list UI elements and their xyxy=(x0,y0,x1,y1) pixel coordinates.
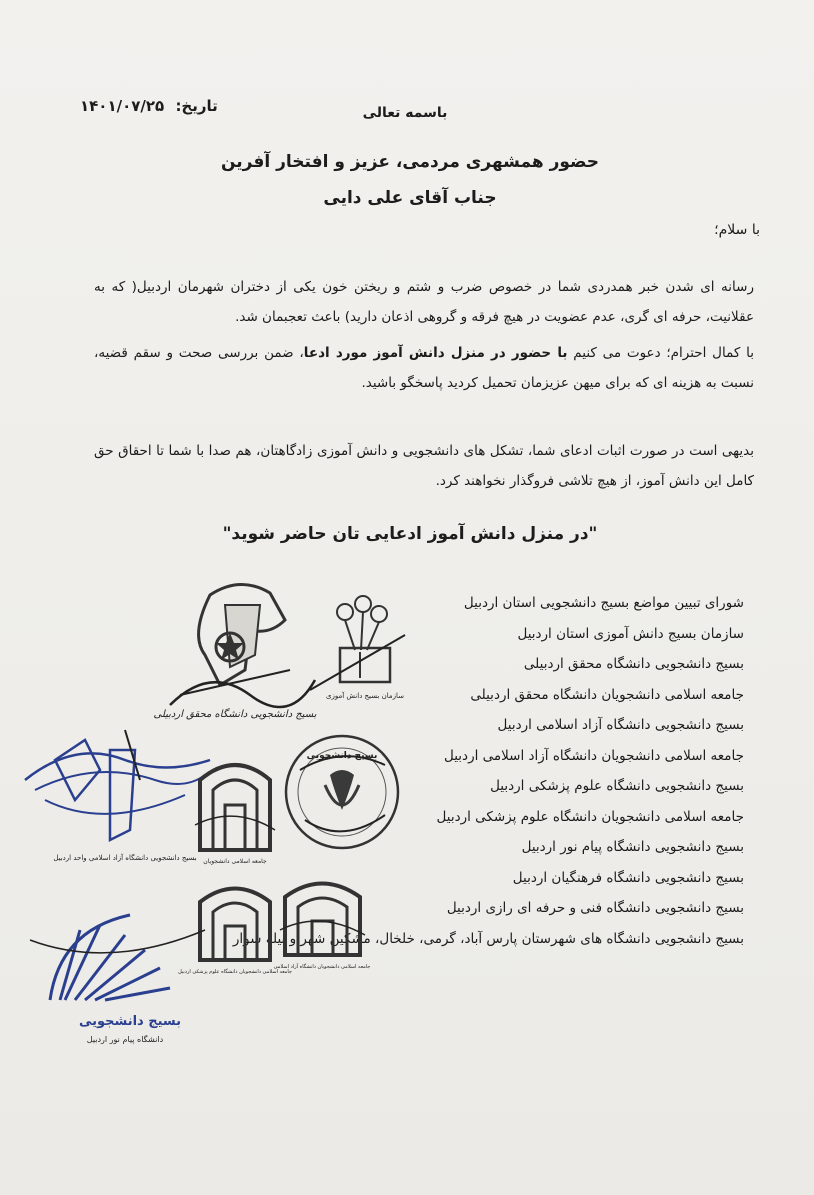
payam-noor-basij-seal xyxy=(30,900,210,1055)
signatory-item: جامعه اسلامی دانشجویان دانشگاه محقق اردبیلی xyxy=(470,686,744,703)
signatory-item: بسیج دانشجویی دانشگاه آزاد اسلامی اردبیل xyxy=(497,717,744,733)
signatory-item: بسیج دانشجویی دانشگاه پیام نور اردبیل xyxy=(521,839,744,855)
slogan: "در منزل دانش آموز ادعایی تان حاضر شوید" xyxy=(222,524,598,544)
signatory-item: جامعه اسلامی دانشجویان دانشگاه علوم پزشکی اردبیل xyxy=(436,808,744,825)
jame-eslami-seal-3-text: جامعه اسلامی دانشجویان دانشگاه آزاد اسلامی xyxy=(273,964,371,970)
jame-eslami-seal-2-text: جامعه اسلامی دانشجویان دانشگاه علوم پزشکی اردبیل xyxy=(178,969,292,975)
azad-basij-seal-text: بسیج دانشجویی دانشگاه آزاد اسلامی واحد اردبیل xyxy=(53,854,197,862)
signatory-item: بسیج دانشجویی دانشگاه فرهنگیان اردبیل xyxy=(512,869,744,886)
jame-eslami-arch-seal-1 xyxy=(195,755,275,870)
signatory-item: شورای تبیین مواضع بسیج دانشجویی استان اردبیل xyxy=(463,595,744,611)
mohaghegh-basij-seal-text: بسیج دانشجویی دانشگاه محقق اردبیلی xyxy=(153,709,317,720)
jame-eslami-arch-seal-3 xyxy=(273,875,371,975)
student-basij-org-seal xyxy=(305,590,415,705)
signatory-item: بسیج دانشجویی دانشگاه علوم پزشکی اردبیل xyxy=(490,778,744,794)
round-stamp-text: بسیج دانشجویی xyxy=(306,751,378,761)
payam-noor-sub-text: دانشگاه پیام نور اردبیل xyxy=(86,1035,164,1044)
addressee-title-line2: جناب آقای علی دایی xyxy=(323,188,497,208)
jame-eslami-seal-1-text: جامعه اسلامی دانشجویان xyxy=(203,858,267,865)
paragraph-1: رسانه ای شدن خبر همدردی شما در خصوص ضرب و شتم و ریختن خون یکی از دختران شهرمان اردبیل( که به عقلانیت، حرفه ای گری، عدم عضویت در هیچ فرقه و گروهی اذعان دارید) باعث تعجبمان شد. xyxy=(94,279,754,325)
date-value: ۱۴۰۱/۰۷/۲۵ xyxy=(80,97,165,115)
paragraph-2-end: ، ضمن بررسی صحت و سقم قضیه، نسبت به هزینه ای که برای میهن عزیزمان تحمیل کردید پاسخگو باشید. xyxy=(94,345,754,391)
signatory-item: بسیج دانشجویی دانشگاه محقق اردبیلی xyxy=(523,656,744,672)
azad-basij-round-stamp xyxy=(280,730,405,855)
signatory-item: بسیج دانشجویی دانشگاه فنی و حرفه ای رازی اردبیل xyxy=(446,900,744,916)
paragraph-2-emphasis: با حضور در منزل دانش آموز مورد ادعا xyxy=(303,345,568,361)
azad-basij-logo-seal xyxy=(15,720,215,870)
signatory-item: جامعه اسلامی دانشجویان دانشگاه آزاد اسلامی اردبیل xyxy=(444,747,744,764)
paragraph-3: بدیهی است در صورت اثبات ادعای شما، تشکل های دانشجویی و دانش آموزی زادگاهتان، هم صدا با شما تا احقاق حق کامل این دانش آموز، از هیچ تلاشی فروگذار نخواهند کرد. xyxy=(94,443,754,489)
invocation: باسمه تعالی xyxy=(362,105,448,121)
greeting: با سلام؛ xyxy=(714,222,760,238)
payam-noor-basij-text: بسیج دانشجویی xyxy=(78,1014,182,1029)
date-line xyxy=(80,97,240,115)
mohaghegh-basij-logo-seal xyxy=(150,575,320,725)
signatory-item: سازمان بسیج دانش آموزی استان اردبیل xyxy=(517,625,744,642)
addressee-title-line1: حضور همشهری مردمی، عزیز و افتخار آفرین xyxy=(220,152,600,172)
signatory-item: بسیج دانشجویی دانشگاه های شهرستان پارس آباد، گرمی، خلخال، مشکین شهر و بیله سوار xyxy=(232,930,744,947)
student-basij-org-text: سازمان بسیج دانش آموزی xyxy=(325,692,405,700)
paragraph-2-start: با کمال احترام؛ دعوت می کنیم xyxy=(567,345,754,361)
date-label: تاریخ: xyxy=(175,97,218,115)
paragraph-2 xyxy=(94,338,754,398)
